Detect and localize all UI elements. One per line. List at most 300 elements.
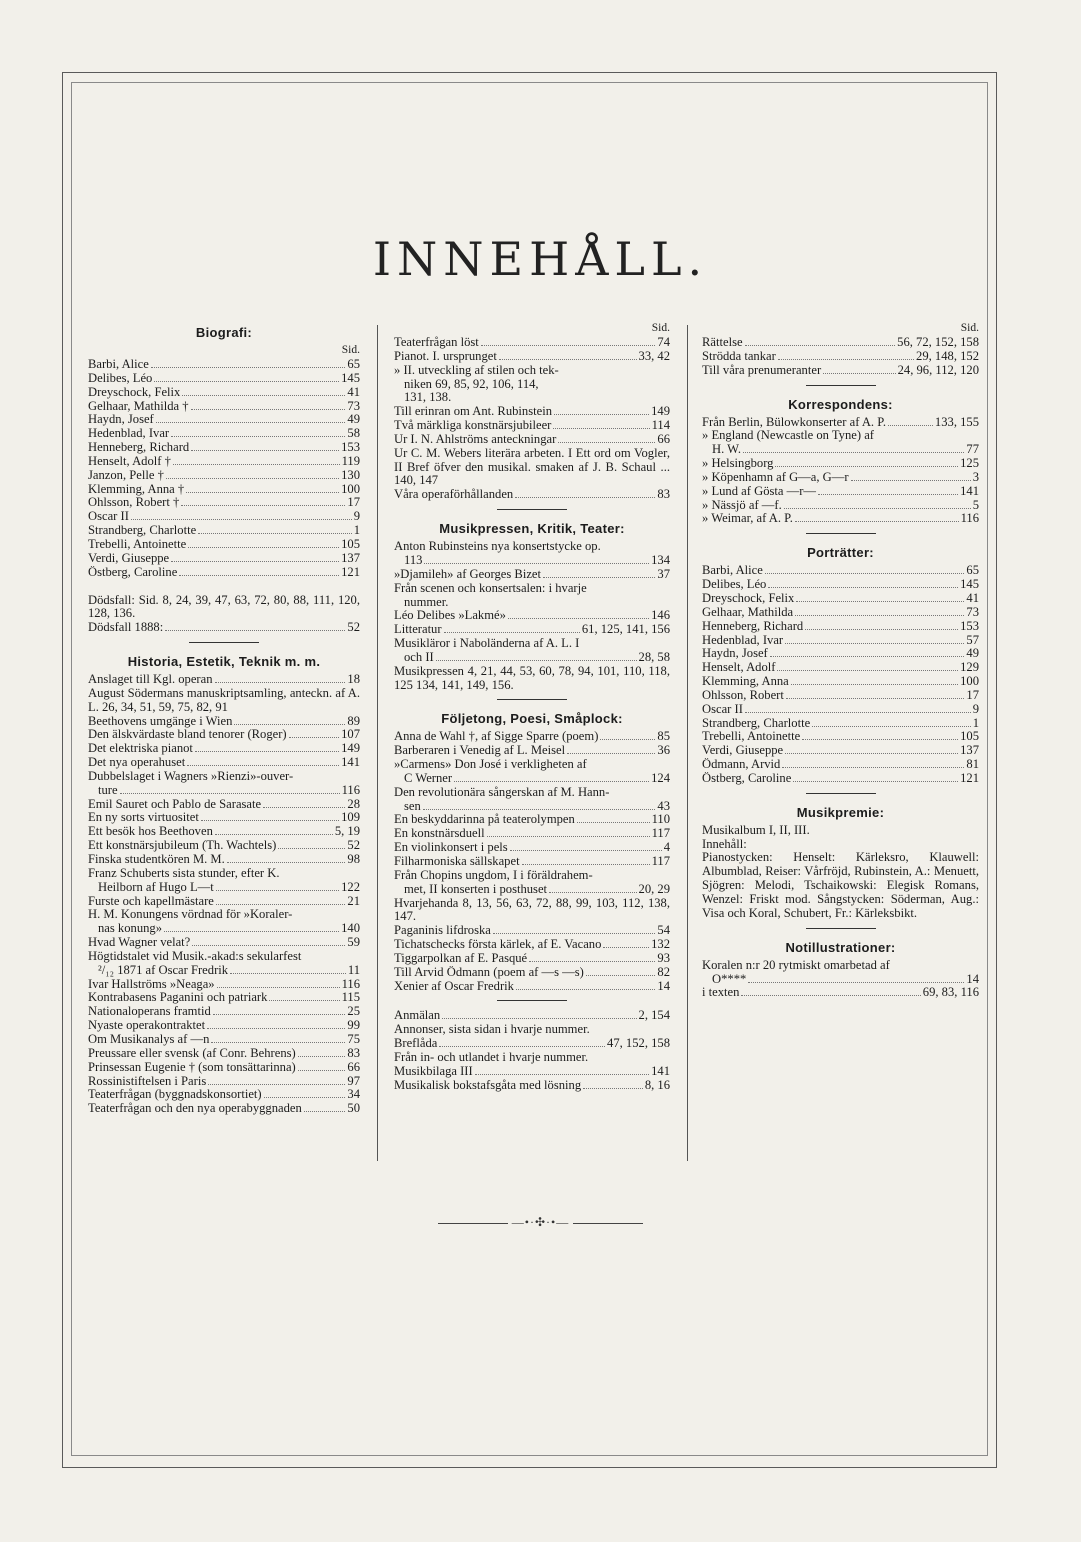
- spacer: [88, 580, 360, 594]
- dot-leader: [796, 601, 964, 602]
- entry-page: 145: [960, 578, 979, 592]
- toc-entry: [394, 758, 670, 772]
- toc-entry: [88, 469, 360, 483]
- entry-page: 41: [347, 385, 360, 399]
- toc-entry: [702, 959, 979, 973]
- toc-entry: [702, 758, 979, 772]
- entry-title: Delibes, Léo: [702, 578, 767, 592]
- entry-page: 73: [347, 399, 360, 413]
- column-separator: [687, 325, 688, 1161]
- toc-paragraph: Hvarjehanda 8, 13, 56, 63, 72, 88, 99, 103, 112, 138, 147.: [394, 895, 670, 924]
- entry-title: Dödsfall 1888:: [88, 621, 164, 635]
- entry-page: 56, 72, 152, 158: [897, 336, 979, 349]
- toc-entry: [702, 499, 979, 513]
- dot-leader: [216, 904, 346, 905]
- dot-leader: [173, 464, 340, 465]
- toc-entry: [394, 966, 670, 980]
- toc-entry: [702, 564, 979, 578]
- dot-leader: [304, 1111, 346, 1112]
- toc-entry: [88, 742, 360, 756]
- toc-entry: [394, 433, 670, 447]
- dot-leader: [802, 739, 958, 740]
- entry-title: och II: [404, 650, 434, 664]
- toc-paragraph: Innehåll:: [702, 836, 747, 851]
- entry-title: ²/₁₂ 1871 af Oscar Fredrik: [98, 963, 229, 977]
- entry-title: Ett besök hos Beethoven: [88, 825, 213, 839]
- column-separator: [377, 325, 378, 1161]
- toc-entry-continuation: [394, 596, 670, 610]
- entry-title: Från in- och utlandet i hvarje nummer.: [394, 1050, 589, 1064]
- toc-entry: [702, 416, 979, 430]
- entry-title: Koralen n:r 20 rytmiskt omarbetad af: [702, 958, 890, 972]
- toc-entry: [394, 869, 670, 883]
- toc-entry: [88, 895, 360, 909]
- entry-title: i texten: [702, 986, 740, 1000]
- ornament-glyphs: —•·✣·•—: [511, 1215, 570, 1229]
- dot-leader: [424, 563, 649, 564]
- dot-leader: [154, 381, 339, 382]
- section-rule: [189, 642, 259, 643]
- entry-page: 17: [966, 688, 979, 702]
- entry-page: 83: [347, 1046, 360, 1060]
- toc-entry: [702, 730, 979, 744]
- dot-leader: [264, 1097, 346, 1098]
- toc-entry-continuation: [88, 922, 360, 936]
- entry-title: » Köpenhamn af G—a, G—r: [702, 470, 849, 484]
- entry-page: 75: [347, 1032, 360, 1046]
- entry-title: Gelhaar, Mathilda: [702, 605, 794, 619]
- toc-entry: [88, 621, 360, 635]
- entry-title: Preussare eller svensk (af Conr. Behrens): [88, 1046, 296, 1060]
- section-heading: Biografi:: [195, 325, 253, 340]
- toc-entry: [88, 455, 360, 469]
- dot-leader: [269, 1000, 339, 1001]
- toc-entry: [88, 1075, 360, 1089]
- entry-page: 5: [972, 498, 979, 512]
- dot-leader: [298, 1070, 346, 1071]
- dot-leader: [181, 505, 345, 506]
- toc-entry: [702, 620, 979, 634]
- section-rule: [497, 509, 567, 510]
- entry-title: Henselt, Adolf: [702, 661, 776, 675]
- entry-title: Beethovens umgänge i Wien: [88, 714, 233, 728]
- toc-entry: [394, 568, 670, 582]
- toc-entry: [394, 405, 670, 419]
- dot-leader: [201, 820, 339, 821]
- entry-page: 1: [972, 716, 979, 730]
- entry-page: 116: [341, 783, 360, 797]
- page-column-label: Sid.: [960, 322, 979, 334]
- entry-title: Östberg, Caroline: [88, 565, 178, 579]
- entry-title: Filharmoniska sällskapet: [394, 855, 520, 868]
- section-rule: [806, 385, 876, 386]
- toc-entry: [394, 336, 670, 350]
- entry-title: Klemming, Anna †: [88, 482, 185, 496]
- dot-leader: [600, 739, 655, 740]
- entry-page: 134: [651, 553, 670, 567]
- entry-title: Teaterfrågan löst: [394, 336, 479, 349]
- toc-paragraph: Musikalbum I, II, III.: [702, 822, 810, 837]
- entry-page: 37: [657, 567, 670, 581]
- entry-title: Nationaloperans framtid: [88, 1005, 211, 1019]
- dot-leader: [778, 359, 914, 360]
- entry-page: 18: [347, 673, 360, 687]
- entry-title: Breflåda: [394, 1037, 438, 1051]
- entry-title: En ny sorts virtuositet: [88, 811, 199, 825]
- entry-page: 83: [657, 488, 670, 502]
- entry-title: Barberaren i Venedig af L. Meisel: [394, 744, 566, 758]
- toc-column-right: [702, 322, 979, 1000]
- dot-leader: [423, 809, 656, 810]
- dot-leader: [211, 1042, 345, 1043]
- toc-entry: [88, 524, 360, 538]
- dot-leader: [165, 630, 345, 631]
- dot-leader: [298, 1056, 346, 1057]
- toc-paragraph: Pianostycken: Henselt: Kärleksro, Klauwell: Albumblad, Reiser: Vårfröjd, Rubinstein, A.: Menuett, Sjögren: Melodi, Tschaikowski: Elegisk Romans, Wenzel: Friskt mod. Sångstycken: Söderman, Aug.: Visa och Koral, Schubert, Fr.: Kärleksbikt.: [702, 850, 979, 920]
- bottom-ornament: [0, 1215, 1081, 1230]
- entry-title: Strandberg, Charlotte: [88, 524, 197, 538]
- entry-title: Emil Sauret och Pablo de Sarasate: [88, 797, 262, 811]
- toc-entry-continuation: [394, 800, 670, 814]
- dot-leader: [151, 367, 346, 368]
- toc-entry: [394, 1009, 670, 1023]
- entry-title: » Lund af Gösta —r—: [702, 484, 817, 498]
- dot-leader: [187, 765, 339, 766]
- entry-title: Teaterfrågan och den nya operabyggnaden: [88, 1102, 302, 1116]
- dot-leader: [795, 521, 959, 522]
- toc-entry: [394, 786, 670, 800]
- entry-page: 58: [347, 427, 360, 441]
- toc-entry: [394, 623, 670, 637]
- dot-leader: [791, 684, 958, 685]
- toc-entry: [88, 978, 360, 992]
- entry-page: 125: [960, 457, 979, 471]
- entry-page: 105: [960, 730, 979, 744]
- toc-entry: [88, 950, 360, 964]
- entry-page: 52: [347, 621, 360, 635]
- toc-entry: [88, 728, 360, 742]
- dot-leader: [442, 1018, 636, 1019]
- entry-title: Henneberg, Richard: [88, 441, 190, 455]
- toc-entry: [394, 419, 670, 433]
- entry-title: Janzon, Pelle †: [88, 468, 164, 482]
- entry-title: Nyaste operakontraktet: [88, 1019, 206, 1033]
- section-rule: [497, 1000, 567, 1001]
- dot-leader: [454, 781, 649, 782]
- entry-title: Prinsessan Eugenie † (som tonsättarinna): [88, 1060, 296, 1074]
- toc-entry-continuation: [88, 881, 360, 895]
- toc-entry: [702, 471, 979, 485]
- toc-entry: [88, 1005, 360, 1019]
- dot-leader: [171, 436, 345, 437]
- toc-entry: [394, 813, 670, 827]
- entry-page: 107: [341, 728, 360, 742]
- toc-paragraph: Ur C. M. Webers literära arbeten. I Ett ord om Vogler, II Bref öfver den musikal. smaken af J. B. Schaul ... 140, 147: [394, 445, 670, 488]
- entry-title: Oscar II: [88, 510, 129, 524]
- entry-title: Till Arvid Ödmann (poem af —s —s): [394, 965, 584, 979]
- entry-title: Kontrabasens Paganini och patriark: [88, 991, 268, 1005]
- entry-title: En konstnärsduell: [394, 827, 485, 841]
- entry-page: 33, 42: [638, 349, 670, 363]
- entry-page: 109: [341, 811, 360, 825]
- entry-title: Léo Delibes »Lakmé»: [394, 609, 506, 623]
- entry-page: 153: [341, 441, 360, 455]
- toc-entry-continuation: [702, 973, 979, 987]
- toc-entry: [88, 673, 360, 687]
- entry-title: Rossinistiftelsen i Paris: [88, 1074, 207, 1088]
- entry-page: 69, 83, 116: [922, 986, 979, 1000]
- dot-leader: [768, 587, 958, 588]
- entry-page: 59: [347, 936, 360, 950]
- entry-page: 98: [347, 853, 360, 866]
- entry-title: Tiggarpolkan af E. Pasqué: [394, 951, 528, 965]
- toc-entry: [394, 1037, 670, 1051]
- entry-page: 121: [341, 565, 360, 579]
- toc-entry: [88, 811, 360, 825]
- entry-page: 82: [657, 965, 670, 979]
- dot-leader: [823, 373, 895, 374]
- dot-leader: [543, 577, 655, 578]
- entry-title: Om Musikanalys af —n: [88, 1032, 210, 1046]
- entry-title: Anton Rubinsteins nya konsertstycke op.: [394, 540, 601, 554]
- entry-title: » England (Newcastle on Tyne) af: [702, 429, 874, 443]
- toc-entry: [88, 936, 360, 950]
- dot-leader: [553, 428, 649, 429]
- dot-leader: [812, 726, 971, 727]
- dot-leader: [182, 395, 345, 396]
- entry-page: 20, 29: [638, 882, 670, 896]
- dot-leader: [785, 643, 964, 644]
- dot-leader: [230, 973, 346, 974]
- toc-entry: [88, 538, 360, 552]
- entry-page: 21: [347, 894, 360, 908]
- toc-entry: [88, 358, 360, 372]
- entry-page: 34: [347, 1088, 360, 1102]
- dot-leader: [481, 345, 656, 346]
- entry-title: Franz Schuberts sista stunder, efter K.: [88, 866, 280, 880]
- entry-title: Hedenblad, Ivar: [702, 633, 784, 647]
- dot-leader: [263, 807, 345, 808]
- dot-leader: [171, 561, 339, 562]
- entry-page: 110: [651, 813, 670, 827]
- page-title: INNEHÅLL.: [372, 232, 709, 286]
- toc-entry: [702, 689, 979, 703]
- toc-entry: [702, 647, 979, 661]
- dot-leader: [515, 497, 655, 498]
- dot-leader: [577, 822, 650, 823]
- entry-title: Trebelli, Antoinette: [88, 537, 187, 551]
- entry-title: Östberg, Caroline: [702, 771, 792, 785]
- toc-entry: [394, 364, 670, 378]
- entry-title: Från scenen och konsertsalen: i hvarje: [394, 581, 587, 595]
- entry-page: 25: [347, 1005, 360, 1019]
- dot-leader: [508, 618, 649, 619]
- entry-title: Furste och kapellmästare: [88, 894, 214, 908]
- entry-title: Strandberg, Charlotte: [702, 716, 811, 730]
- entry-page: 89: [347, 714, 360, 728]
- entry-page: 73: [966, 605, 979, 619]
- entry-title: H. W.: [712, 443, 742, 457]
- dot-leader: [207, 1028, 345, 1029]
- entry-title: 131, 138.: [404, 391, 452, 405]
- toc-entry: [394, 637, 670, 651]
- entry-title: Xenier af Oscar Fredrik: [394, 979, 514, 993]
- dot-leader: [278, 848, 345, 849]
- entry-title: Barbi, Alice: [88, 358, 149, 371]
- dot-leader: [765, 573, 965, 574]
- entry-page: 5, 19: [334, 825, 360, 839]
- toc-entry: [702, 350, 979, 364]
- toc-entry: [394, 582, 670, 596]
- entry-title: » Weimar, af A. P.: [702, 512, 793, 526]
- toc-column-left: [88, 322, 360, 1116]
- toc-entry: [702, 578, 979, 592]
- toc-entry-continuation: [702, 443, 979, 457]
- toc-entry: [88, 798, 360, 812]
- entry-title: En beskyddarinna på teaterolympen: [394, 813, 575, 827]
- dot-leader: [208, 1084, 345, 1085]
- entry-page: 93: [657, 951, 670, 965]
- toc-entry-continuation: [394, 378, 670, 392]
- entry-page: 2, 154: [638, 1009, 670, 1023]
- entry-title: Trebelli, Antoinette: [702, 730, 801, 744]
- entry-page: 14: [966, 972, 979, 986]
- toc-entry: [88, 427, 360, 441]
- toc-entry: [394, 730, 670, 744]
- dot-leader: [785, 753, 958, 754]
- toc-entry: [394, 488, 670, 502]
- dot-leader: [748, 982, 964, 983]
- toc-entry: [702, 336, 979, 350]
- entry-page: 114: [651, 419, 670, 433]
- toc-entry: [88, 1033, 360, 1047]
- toc-entry: [88, 867, 360, 881]
- toc-entry: [88, 908, 360, 922]
- page-column-label: Sid.: [651, 322, 670, 334]
- entry-page: 43: [657, 799, 670, 813]
- entry-title: »Carmens» Don José i verkligheten af: [394, 758, 587, 772]
- dot-leader: [586, 975, 656, 976]
- toc-entry: [88, 552, 360, 566]
- entry-title: Paganinis lifdroska: [394, 924, 491, 938]
- dot-leader: [818, 494, 958, 495]
- dot-leader: [603, 947, 649, 948]
- entry-page: 85: [657, 730, 670, 744]
- toc-entry: [88, 1047, 360, 1061]
- entry-page: 74: [657, 336, 670, 349]
- entry-page: 11: [347, 963, 360, 977]
- dot-leader: [191, 450, 339, 451]
- toc-entry: [702, 703, 979, 717]
- section-heading: Musikpressen, Kritik, Teater:: [439, 521, 625, 537]
- dot-leader: [805, 629, 958, 630]
- entry-page: 133, 155: [934, 415, 979, 429]
- entry-title: Anslaget till Kgl. operan: [88, 673, 213, 687]
- entry-page: 36: [657, 744, 670, 758]
- entry-title: Delibes, Léo: [88, 371, 153, 385]
- entry-page: 1: [353, 524, 360, 538]
- toc-entry: [394, 1023, 670, 1037]
- dot-leader: [215, 682, 346, 683]
- entry-page: 66: [347, 1060, 360, 1074]
- entry-title: 113: [404, 553, 423, 567]
- toc-entry: [702, 512, 979, 526]
- entry-page: 99: [347, 1019, 360, 1033]
- entry-title: Det nya operahuset: [88, 756, 186, 770]
- entry-title: Ur I. N. Ahlströms anteckningar: [394, 432, 557, 446]
- dot-leader: [775, 466, 958, 467]
- entry-title: Verdi, Giuseppe: [702, 744, 784, 758]
- dot-leader: [786, 698, 965, 699]
- page-column-label: Sid.: [341, 344, 360, 356]
- dot-leader: [188, 547, 339, 548]
- toc-entry: [702, 661, 979, 675]
- entry-page: 81: [966, 758, 979, 772]
- entry-page: 65: [966, 564, 979, 578]
- entry-title: Till erinran om Ant. Rubinstein: [394, 405, 553, 419]
- toc-entry-continuation: [394, 554, 670, 568]
- dot-leader: [120, 793, 340, 794]
- entry-title: Haydn, Josef: [88, 413, 154, 427]
- dot-leader: [234, 724, 345, 725]
- entry-title: Henselt, Adolf †: [88, 454, 171, 468]
- toc-entry-continuation: [88, 964, 360, 978]
- section-heading: Musikpremie:: [796, 804, 885, 820]
- entry-title: Heilborn af Hugo L—t: [98, 880, 214, 894]
- dot-leader: [795, 615, 964, 616]
- entry-title: » II. utveckling af stilen och tek-: [394, 363, 559, 377]
- toc-entry: [394, 609, 670, 623]
- toc-entry: [394, 841, 670, 855]
- entry-page: 54: [657, 924, 670, 938]
- entry-title: Musikläror i Naboländerna af A. L. I: [394, 637, 580, 651]
- dot-leader: [793, 781, 958, 782]
- toc-entry: [394, 540, 670, 554]
- entry-title: »Djamileh» af Georges Bizet: [394, 567, 541, 581]
- toc-entry: [88, 483, 360, 497]
- entry-title: nas konung»: [98, 922, 163, 936]
- dot-leader: [475, 1074, 649, 1075]
- entry-page: 117: [651, 855, 670, 868]
- entry-page: 137: [960, 744, 979, 758]
- entry-title: Våra operaförhållanden: [394, 488, 514, 502]
- entry-page: 115: [341, 991, 360, 1005]
- toc-entry: [702, 606, 979, 620]
- dot-leader: [444, 632, 580, 633]
- toc-entry-continuation: [394, 651, 670, 665]
- toc-entry: [88, 441, 360, 455]
- dot-leader: [195, 751, 339, 752]
- entry-page: 137: [341, 551, 360, 565]
- section-rule: [806, 928, 876, 929]
- toc-entry: [88, 386, 360, 400]
- section-rule: [806, 533, 876, 534]
- dot-leader: [215, 834, 333, 835]
- entry-page: 105: [341, 537, 360, 551]
- dot-leader: [191, 409, 346, 410]
- dot-leader: [745, 712, 971, 713]
- toc-entry: [702, 457, 979, 471]
- toc-entry: [394, 1079, 670, 1093]
- dot-leader: [770, 656, 965, 657]
- entry-title: Finska studentkören M. M.: [88, 853, 225, 866]
- entry-page: 141: [341, 756, 360, 770]
- entry-title: Anmälan: [394, 1009, 441, 1023]
- toc-entry: [702, 772, 979, 786]
- toc-entry: [88, 400, 360, 414]
- dot-leader: [179, 575, 339, 576]
- entry-page: 9: [972, 702, 979, 716]
